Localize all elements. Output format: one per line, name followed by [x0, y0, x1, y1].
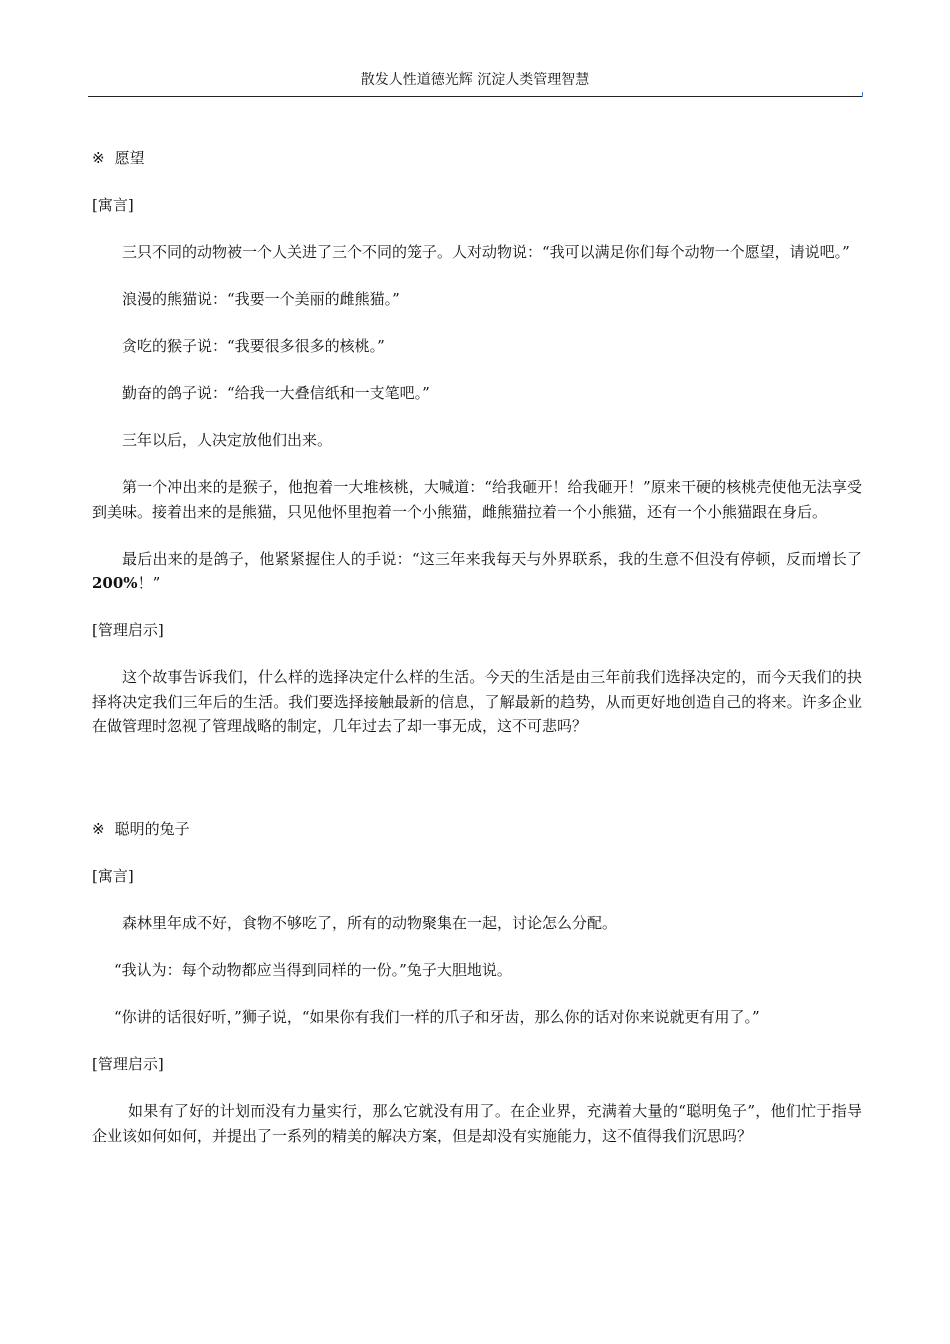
- fable-paragraph: 浪漫的熊猫说：“我要一个美丽的雌熊猫。”: [122, 290, 400, 308]
- section-title-text: 聪明的兔子: [114, 820, 190, 838]
- section-title: [92, 146, 862, 171]
- fable-paragraph: “你讲的话很好听，”狮子说，“如果你有我们一样的爪子和牙齿，那么你的话对你来说就更有用了。”: [114, 1008, 760, 1026]
- insight-tag: [管理启示]: [92, 621, 164, 639]
- fable-tag: [寓言]: [92, 867, 134, 885]
- fable-paragraph: 勤奋的鸽子说：“给我一大叠信纸和一支笔吧。”: [122, 384, 430, 402]
- insight-tag: [管理启示]: [92, 1055, 164, 1073]
- fable-paragraph: 森林里年成不好，食物不够吃了，所有的动物聚集在一起，讨论怎么分配。: [122, 914, 618, 932]
- section-title: [92, 817, 862, 842]
- growth-percentage: 200%: [92, 574, 138, 592]
- header-corner-mark: [862, 92, 863, 97]
- fable-paragraph-last: [92, 547, 862, 596]
- fable-paragraph: “我认为：每个动物都应当得到同样的一份。”兔子大胆地说。: [114, 961, 512, 979]
- fable-paragraph: 第一个冲出来的是猴子，他抱着一大堆核桃，大喊道：“给我砸开！给我砸开！”原来干硬的核桃壳使他无法享受到美味。接着出来的是熊猫，只见他怀里抱着一个小熊猫，雌熊猫拉着一个小熊猫，还有一个小熊猫跟在身后。: [92, 478, 862, 521]
- fable-text-end: ！”: [137, 574, 161, 592]
- insight-paragraph: 这个故事告诉我们，什么样的选择决定什么样的生活。今天的生活是由三年前我们选择决定的，而今天我们的抉择将决定我们三年后的生活。我们要选择接触最新的信息，了解最新的趋势，从而更好地创造自己的将来。许多企业在做管理时忽视了管理战略的制定，几年过去了却一事无成，这不可悲吗？: [92, 668, 862, 735]
- fable-tag: [寓言]: [92, 196, 134, 214]
- section-spacer: [92, 761, 862, 817]
- fable-paragraph: 三年以后，人决定放他们出来。: [122, 431, 333, 449]
- fable-text: 最后出来的是鸽子，他紧紧握住人的手说：“这三年来我每天与外界联系，我的生意不但没有停顿，反而增长了: [122, 549, 862, 568]
- fable-paragraph: 贪吃的猴子说：“我要很多很多的核桃。”: [122, 337, 385, 355]
- page-header: [88, 70, 862, 97]
- reference-mark-icon: ※: [92, 820, 105, 838]
- reference-mark-icon: ※: [92, 149, 105, 167]
- document-body: [92, 146, 862, 1171]
- section-clever-rabbit: [92, 817, 862, 1148]
- section-title-text: 愿望: [114, 149, 145, 167]
- header-text: 散发人性道德光辉 沉淀人类管理智慧: [360, 72, 590, 88]
- insight-paragraph: 如果有了好的计划而没有力量实行，那么它就没有用了。在企业界，充满着大量的“聪明兔子”，他们忙于指导企业该如何如何，并提出了一系列的精美的解决方案，但是却没有实施能力，这不值得我们沉思吗？: [92, 1102, 862, 1145]
- section-wish: [92, 146, 862, 739]
- fable-paragraph: 三只不同的动物被一个人关进了三个不同的笼子。人对动物说：“我可以满足你们每个动物一个愿望，请说吧。”: [122, 243, 850, 261]
